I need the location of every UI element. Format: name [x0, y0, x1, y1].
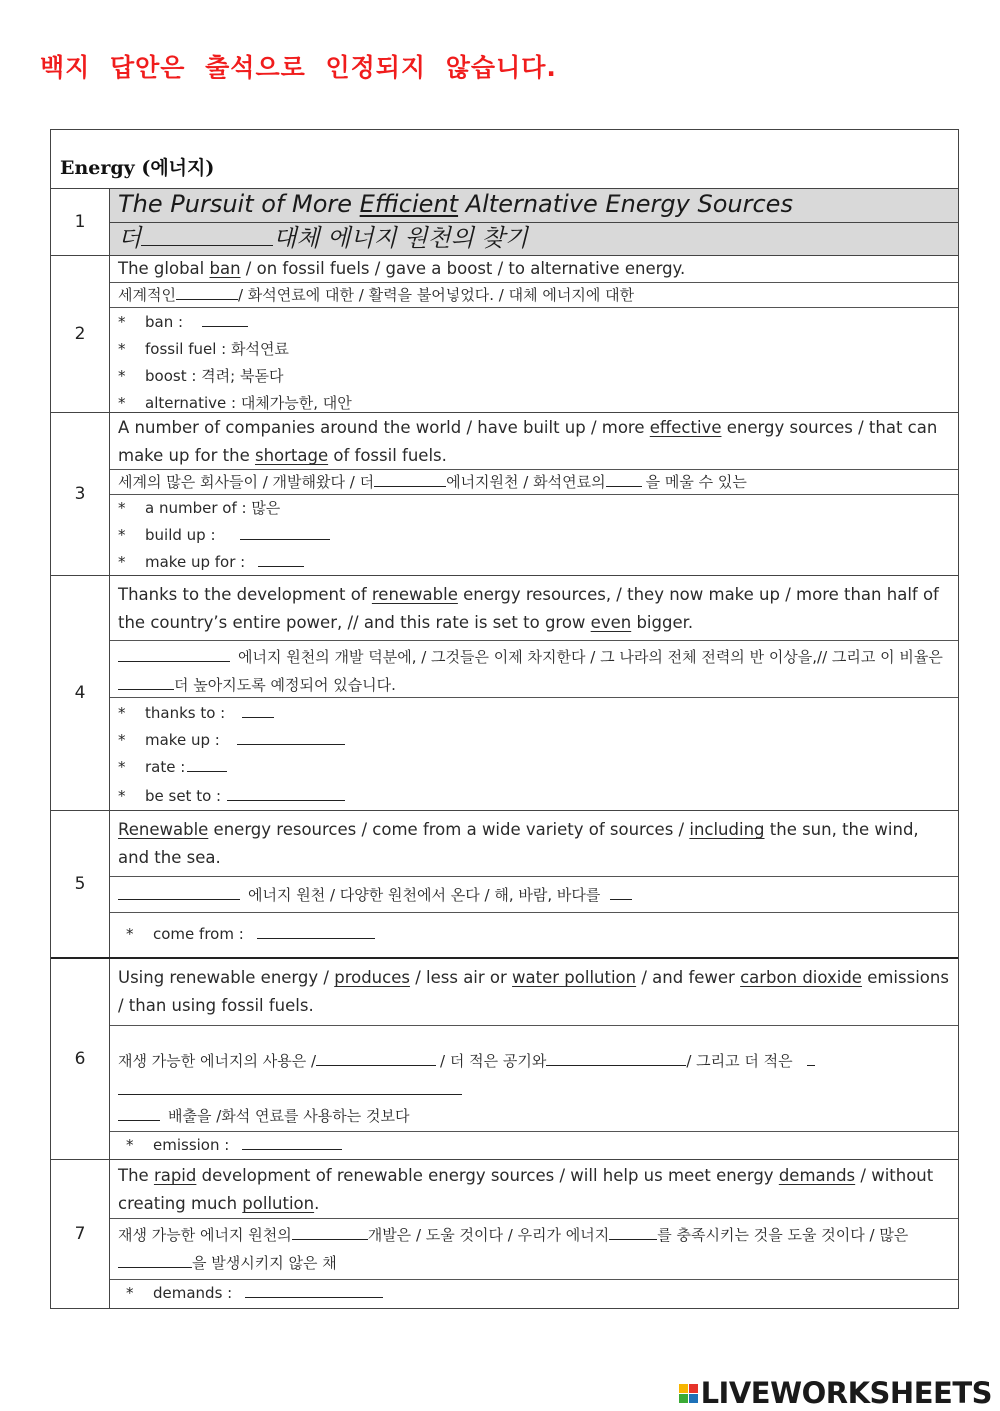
underlined-word: even: [590, 613, 632, 632]
answer-blank[interactable]: [187, 756, 227, 772]
answer-blank[interactable]: [118, 1252, 192, 1268]
vocab-term: be set to :: [145, 787, 222, 805]
vocab-term: make up for :: [145, 553, 246, 571]
vocab-term: emission :: [153, 1136, 230, 1154]
korean-translation: [110, 283, 958, 308]
row-number: 7: [51, 1160, 110, 1308]
title-english: [110, 189, 958, 222]
text: / on fossil fuels / gave a boost / to alternative energy.: [240, 259, 686, 278]
korean-line: [118, 1104, 950, 1128]
text: / 화석연료에 대한 / 활력을 불어넣었다. / 대체 에너지에 대한: [237, 286, 635, 304]
worksheet-table: [50, 129, 959, 1309]
answer-blank[interactable]: [237, 729, 345, 745]
text: / 더 적은 공기와: [440, 1052, 547, 1070]
title-text: The Pursuit of More: [118, 190, 360, 218]
underlined-word: effective: [649, 418, 722, 437]
underlined-word: Renewable: [118, 820, 209, 839]
korean-translation: [110, 1219, 958, 1280]
text: 에너지 원천 / 다양한 원천에서 온다 / 해, 바람, 바다를: [248, 886, 601, 904]
text: of fossil fuels.: [328, 446, 447, 465]
answer-blank[interactable]: [141, 224, 273, 246]
vocab-item: * emission :: [126, 1132, 950, 1159]
text: The global: [118, 259, 210, 278]
korean-translation: [110, 1026, 958, 1132]
answer-blank[interactable]: [118, 646, 230, 662]
answer-blank[interactable]: [610, 884, 632, 900]
answer-blank[interactable]: [240, 524, 330, 540]
english-sentence: [110, 576, 958, 641]
answer-blank[interactable]: [606, 471, 642, 487]
text: 을 메울 수 있는: [645, 473, 747, 491]
answer-blank[interactable]: [245, 1282, 383, 1298]
row-2: [51, 256, 958, 413]
text: 를 충족시키는 것을 도울 것이다 / 많은: [657, 1226, 909, 1244]
underlined-word: renewable: [371, 585, 458, 604]
korean-translation: [110, 641, 958, 698]
text: 배출을 /화석 연료를 사용하는 것보다: [168, 1107, 410, 1125]
text: energy resources, / they now make up / more than half of the country’s entire power, // and this rate is set to grow: [118, 585, 939, 632]
vocab-term: a number of : 많은: [145, 499, 281, 517]
vocab-item: * a number of : 많은: [118, 499, 281, 517]
text: bigger.: [631, 613, 694, 632]
text: / less air or: [409, 968, 513, 987]
logo-square: [679, 1394, 688, 1403]
underlined-word: Efficient: [359, 190, 459, 218]
underlined-word: including: [689, 820, 765, 839]
underlined-word: carbon dioxide: [740, 968, 862, 987]
text: 에너지원천 / 화석연료의: [446, 473, 606, 491]
text: A number of companies around the world / have built up / more: [118, 418, 650, 437]
answer-blank[interactable]: [176, 284, 238, 300]
answer-blank[interactable]: [316, 1050, 436, 1066]
row-number: 4: [51, 576, 110, 810]
text: emissions / than using fossil fuels.: [118, 968, 949, 1015]
answer-blank[interactable]: [292, 1224, 368, 1240]
korean-translation: [110, 877, 958, 913]
underlined-word: produces: [334, 968, 410, 987]
text: development of renewable energy sources / will help us meet energy: [196, 1166, 779, 1185]
vocab-list: [110, 1280, 958, 1307]
row-number: 2: [51, 256, 110, 412]
answer-blank[interactable]: [609, 1224, 657, 1240]
liveworksheets-logo: [679, 1376, 992, 1410]
vocab-item: * alternative : 대체가능한, 대안: [118, 394, 352, 412]
row-1: [51, 189, 958, 256]
text: 개발은 / 도울 것이다 / 우리가 에너지: [367, 1226, 610, 1244]
text: the sun, the wind, and the sea.: [118, 820, 919, 867]
row-7: [51, 1160, 958, 1309]
title-text: 대체 에너지 원천의 찾기: [273, 223, 528, 252]
logo-square: [689, 1384, 698, 1393]
row-3: [51, 413, 958, 576]
text: Thanks to the development of: [118, 585, 372, 604]
vocab-item: * be set to :: [118, 781, 950, 810]
text: energy resources / come from a wide variety of sources /: [208, 820, 690, 839]
vocab-item: * boost : 격려; 북돋다: [118, 367, 284, 385]
vocab-list: [110, 495, 958, 576]
row-number: 3: [51, 413, 110, 575]
vocab-term: rate :: [145, 758, 186, 776]
answer-blank[interactable]: [257, 923, 375, 939]
vocab-term: demands :: [153, 1284, 233, 1302]
text: 을 발생시키지 않은 채: [192, 1254, 337, 1272]
row-number: 1: [51, 189, 110, 255]
vocab-item: * rate :: [118, 754, 950, 781]
answer-blank[interactable]: [118, 674, 174, 690]
text: 재생 가능한 에너지의 사용은 /: [118, 1052, 317, 1070]
vocab-item: * build up :: [118, 522, 950, 549]
vocab-term: come from :: [153, 925, 244, 943]
logo-icon: [679, 1384, 698, 1403]
answer-blank[interactable]: [242, 702, 274, 718]
underlined-word: demands: [778, 1166, 856, 1185]
vocab-item: * demands :: [126, 1280, 950, 1307]
text: 세계적인: [118, 286, 176, 304]
vocab-term: thanks to :: [145, 704, 226, 722]
row-number: 5: [51, 811, 110, 957]
text: / 그리고 더 적은: [686, 1052, 793, 1070]
row-6: [51, 959, 958, 1160]
korean-line: [118, 1076, 950, 1104]
english-sentence: [110, 256, 958, 283]
title-text: Alternative Energy Sources: [458, 190, 793, 218]
english-sentence: [110, 959, 958, 1026]
text: / without creating much: [118, 1166, 934, 1213]
vocab-item: * fossil fuel : 화석연료: [118, 340, 289, 358]
text: 세계의 많은 회사들이 / 개발해왔다 / 더: [118, 473, 375, 491]
row-5: [51, 811, 958, 959]
logo-square: [689, 1394, 698, 1403]
row-4: [51, 576, 958, 811]
english-sentence: [110, 413, 958, 470]
text: The: [118, 1166, 154, 1185]
warning-notice: 백지 답안은 출석으로 인정되지 않습니다.: [40, 53, 557, 82]
text: Using renewable energy /: [118, 968, 335, 987]
vocab-term: fossil fuel : 화석연료: [145, 340, 289, 358]
title-korean: [110, 222, 958, 256]
answer-blank[interactable]: [118, 884, 240, 900]
text: .: [314, 1194, 320, 1213]
text: 더 높아지도록 예정되어 있습니다.: [174, 676, 396, 694]
vocab-term: boost : 격려; 북돋다: [145, 367, 284, 385]
text: 재생 가능한 에너지 원천의: [118, 1226, 292, 1244]
vocab-term: alternative : 대체가능한, 대안: [145, 394, 352, 412]
row-number: 6: [51, 959, 110, 1159]
underlined-word: ban: [209, 259, 241, 278]
vocab-list: [110, 913, 958, 948]
vocab-list: [110, 308, 958, 417]
answer-blank[interactable]: [546, 1050, 686, 1066]
answer-blank[interactable]: [202, 311, 248, 327]
vocab-item: * ban :: [118, 309, 950, 336]
english-sentence: [110, 811, 958, 877]
logo-square: [679, 1384, 688, 1393]
underlined-word: rapid: [153, 1166, 197, 1185]
vocab-term: ban :: [145, 313, 184, 331]
korean-line: [118, 1046, 950, 1076]
logo-text: LIVEWORKSHEETS: [700, 1376, 992, 1410]
vocab-item: * thanks to :: [118, 700, 950, 727]
text: 에너지 원천의 개발 덕분에, / 그것들은 이제 차지한다 / 그 나라의 전체 전력의 반 이상을,// 그리고 이 비율은: [238, 648, 943, 666]
vocab-item: * make up :: [118, 727, 950, 754]
korean-translation: [110, 470, 958, 495]
vocab-term: build up :: [145, 526, 216, 544]
answer-blank[interactable]: [118, 1105, 160, 1121]
underlined-word: pollution: [242, 1194, 315, 1213]
text: / and fewer: [636, 968, 741, 987]
vocab-list: [110, 698, 958, 810]
english-sentence: [110, 1160, 958, 1219]
underlined-word: water pollution: [512, 968, 637, 987]
vocab-term: make up :: [145, 731, 220, 749]
vocab-item: * make up for :: [118, 549, 950, 576]
section-title: Energy (에너지): [51, 130, 958, 189]
underlined-word: shortage: [254, 446, 329, 465]
vocab-list: [110, 1132, 958, 1159]
answer-blank[interactable]: [227, 781, 345, 801]
answer-blank[interactable]: [374, 471, 446, 487]
vocab-item: * come from :: [126, 921, 950, 948]
text: energy sources / that can make up for the: [118, 418, 938, 465]
answer-blank[interactable]: [807, 1050, 815, 1066]
title-text: 더: [118, 223, 142, 252]
answer-blank[interactable]: [258, 551, 304, 567]
answer-blank[interactable]: [242, 1134, 342, 1150]
answer-blank[interactable]: [118, 1079, 462, 1095]
